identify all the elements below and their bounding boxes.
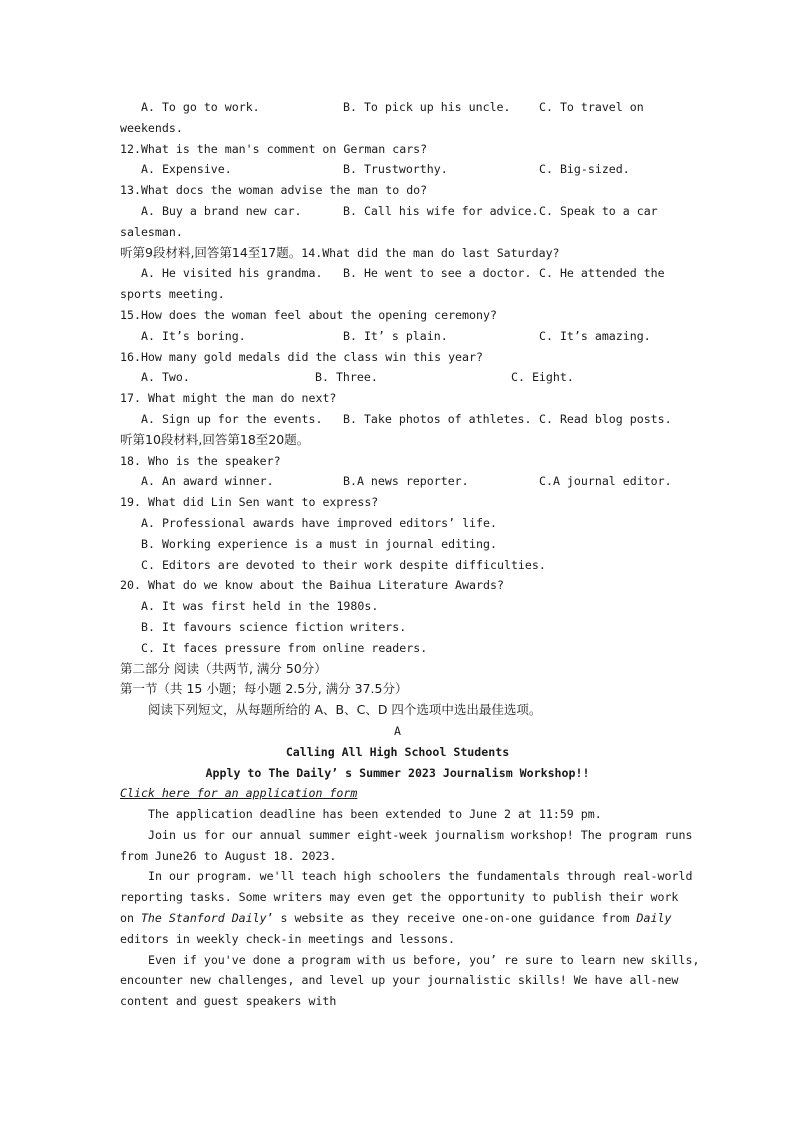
question-text: What did the man do last Saturday? xyxy=(322,245,560,260)
section-title: 第一节（共 15 小题；每小题 2.5分, 满分 37.5分） xyxy=(120,681,408,697)
option-b: B. It favours science fiction writers. xyxy=(141,619,407,634)
question-number: 14. xyxy=(301,245,323,260)
passage-title: Calling All High School Students xyxy=(285,744,510,759)
option-b: B. Call his wife for advice. xyxy=(343,203,539,218)
question-text: Who is the speaker? xyxy=(147,453,281,468)
option-b: B. He went to see a doctor. xyxy=(343,266,532,281)
reading-instruction: 阅读下列短文，从每题所给的 A、B、C、D 四个选项中选出最佳选项。 xyxy=(148,702,542,718)
publication-name: Daily xyxy=(636,911,672,926)
question-text: How many gold medals did the class win this year? xyxy=(140,349,483,364)
exam-page xyxy=(120,97,700,1012)
question-text: What did Lin Sen want to express? xyxy=(147,495,379,510)
passage-subtitle: Apply to The Daily’ s Summer 2023 Journalism Workshop!! xyxy=(205,765,590,780)
paragraph: Join us for our annual summer eight-week journalism workshop! The program runs xyxy=(148,827,693,842)
question-14-options xyxy=(120,263,675,284)
option-c: C. Eight. xyxy=(511,370,574,385)
question-18 xyxy=(120,451,675,472)
question-19 xyxy=(120,492,675,513)
question-text: What docs the woman advise the man to do? xyxy=(140,183,428,198)
question-18-options xyxy=(120,471,675,492)
option-a: A. It’s boring. xyxy=(141,328,246,343)
option-a: A. Expensive. xyxy=(141,162,232,177)
question-15 xyxy=(120,305,675,326)
paragraph-text: on xyxy=(120,911,141,926)
paragraph: Even if you've done a program with us before, you’ re sure to learn new skills, xyxy=(148,952,700,967)
option-continuation: weekends. xyxy=(120,120,183,135)
question-12 xyxy=(120,139,675,160)
paragraph: editors in weekly check-in meetings and lessons. xyxy=(120,931,456,946)
option-c: C. Speak to a car xyxy=(539,203,658,218)
option-b: B. Take photos of athletes. xyxy=(343,411,532,426)
paragraph-text: ’ s website as they receive one-on-one guidance from xyxy=(266,911,637,926)
question-17-options xyxy=(120,409,675,430)
paragraph xyxy=(120,908,675,929)
option-c: C. Editors are devoted to their work despite difficulties. xyxy=(141,557,546,572)
option-b: B. It’ s plain. xyxy=(343,328,448,343)
option-continuation: salesman. xyxy=(120,224,183,239)
option-continuation: sports meeting. xyxy=(120,287,225,302)
option-c: C. It faces pressure from online readers. xyxy=(141,640,428,655)
question-number: 12. xyxy=(120,141,141,156)
option-c: C. He attended the xyxy=(539,266,665,281)
option-a: A. Sign up for the events. xyxy=(141,411,323,426)
option-a: A. It was first held in the 1980s. xyxy=(141,599,379,614)
application-form-link[interactable]: Click here for an application form xyxy=(120,786,358,801)
application-link-row xyxy=(120,783,675,804)
section-intro: 听第10段材料,回答第18至20题。 xyxy=(120,431,310,447)
option-a: A. To go to work. xyxy=(141,100,260,114)
option-a: A. Buy a brand new car. xyxy=(141,203,302,218)
question-number: 19. xyxy=(120,495,141,510)
option-b: B. To pick up his uncle. xyxy=(343,100,511,114)
question-12-options xyxy=(120,159,675,180)
question-11-options xyxy=(120,97,675,118)
question-17 xyxy=(120,388,675,409)
question-text: What is the man's comment on German cars? xyxy=(140,141,428,156)
question-number: 13. xyxy=(120,183,141,198)
option-c: C. To travel on xyxy=(539,100,644,114)
question-number: 16. xyxy=(120,349,141,364)
question-number: 15. xyxy=(120,307,141,322)
option-a: A. An award winner. xyxy=(141,474,274,489)
passage-label: A xyxy=(394,723,401,738)
question-text: What do we know about the Baihua Literature Awards? xyxy=(147,578,504,593)
question-15-options xyxy=(120,326,675,347)
option-a: A. Professional awards have improved editors’ life. xyxy=(141,515,497,530)
paragraph: encounter new challenges, and level up your journalistic skills! We have all-new xyxy=(120,973,679,988)
question-16-options xyxy=(120,367,675,388)
question-text: How does the woman feel about the opening ceremony? xyxy=(140,307,497,322)
option-b: B.A news reporter. xyxy=(343,474,469,489)
option-c: C. It’s amazing. xyxy=(539,328,651,343)
part-title: 第二部分 阅读（共两节, 满分 50分） xyxy=(120,660,327,676)
paragraph: content and guest speakers with xyxy=(120,994,337,1009)
paragraph: reporting tasks. Some writers may even get the opportunity to publish their work xyxy=(120,890,679,905)
option-c: C. Big-sized. xyxy=(539,162,630,177)
option-c: C.A journal editor. xyxy=(539,474,672,489)
option-b: B. Working experience is a must in journal editing. xyxy=(141,536,497,551)
question-text: What might the man do next? xyxy=(147,391,337,406)
question-16 xyxy=(120,347,675,368)
paragraph: In our program. we'll teach high schoolers the fundamentals through real-world xyxy=(148,869,693,884)
question-13-options xyxy=(120,201,675,222)
publication-name: The Stanford Daily xyxy=(140,911,267,926)
paragraph: The application deadline has been extended to June 2 at 11:59 pm. xyxy=(148,807,602,822)
option-b: B. Three. xyxy=(315,370,378,385)
question-14 xyxy=(120,243,675,264)
question-13 xyxy=(120,180,675,201)
section-intro: 听第9段材料,回答第14至17题。 xyxy=(120,244,302,260)
question-number: 18. xyxy=(120,453,141,468)
option-b: B. Trustworthy. xyxy=(343,162,448,177)
paragraph: from June26 to August 18. 2023. xyxy=(120,848,337,863)
question-number: 17. xyxy=(120,391,141,406)
question-20 xyxy=(120,575,675,596)
option-c: C. Read blog posts. xyxy=(539,411,672,426)
question-number: 20. xyxy=(120,578,141,593)
option-a: A. Two. xyxy=(141,370,190,385)
option-a: A. He visited his grandma. xyxy=(141,266,323,281)
